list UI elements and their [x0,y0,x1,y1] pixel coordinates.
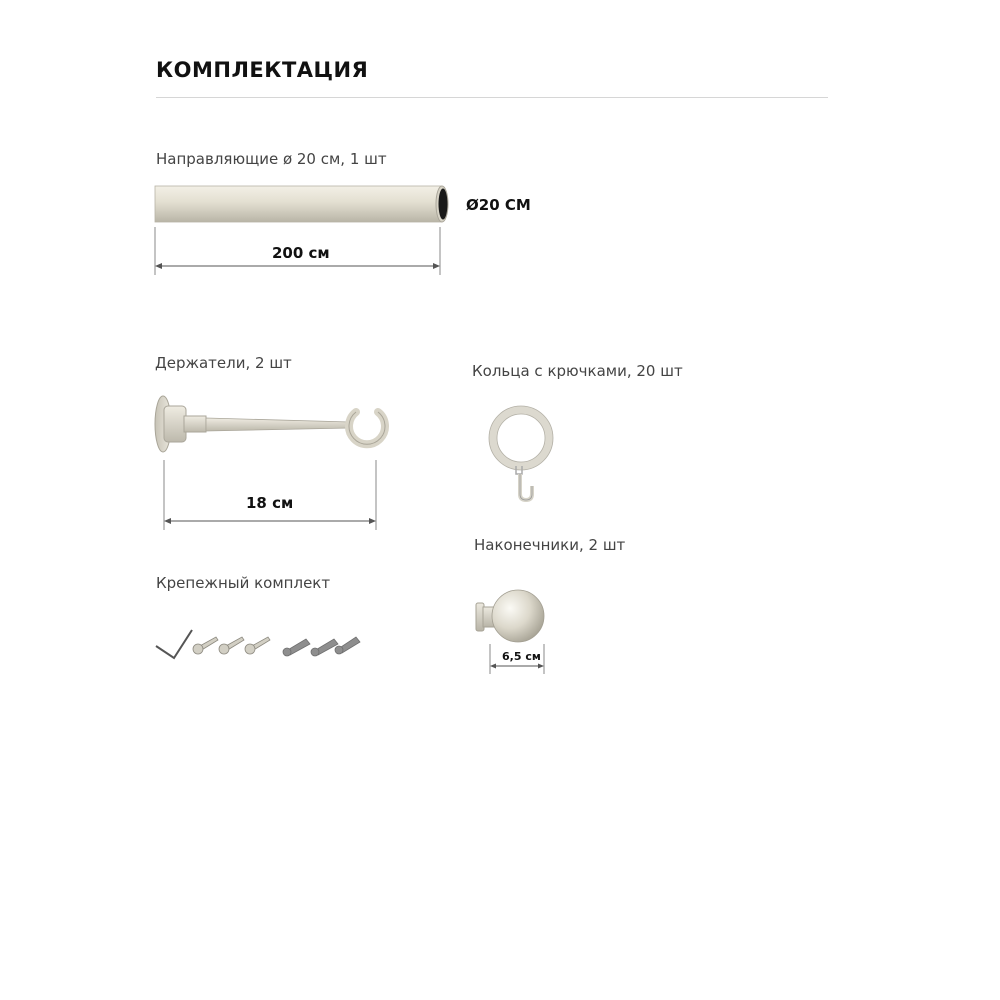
title-divider [156,97,828,98]
rail-diameter: Ø20 СМ [466,196,531,214]
rings-label: Кольца с крючками, 20 шт [472,362,683,380]
fasteners-label: Крепежный комплект [156,574,331,592]
screw-icon [219,637,244,654]
screw-icon [193,637,218,654]
rail-label: Направляющие ø 20 см, 1 шт [156,150,387,168]
page-title: КОМПЛЕКТАЦИЯ [156,58,369,82]
wall-plug-icon [311,639,338,656]
finials-label: Наконечники, 2 шт [474,536,626,554]
finial-size: 6,5 см [502,650,541,663]
screw-icon [245,637,270,654]
wall-plug-icon [335,637,360,654]
ring-illustration [488,400,568,510]
holders-label: Держатели, 2 шт [155,354,292,372]
rail-illustration [150,180,460,280]
fastener-kit-illustration [154,626,364,662]
wall-plug-icon [283,639,310,656]
holder-length: 18 см [246,494,294,512]
rail-length: 200 см [272,244,330,262]
hex-key-icon [156,630,192,658]
